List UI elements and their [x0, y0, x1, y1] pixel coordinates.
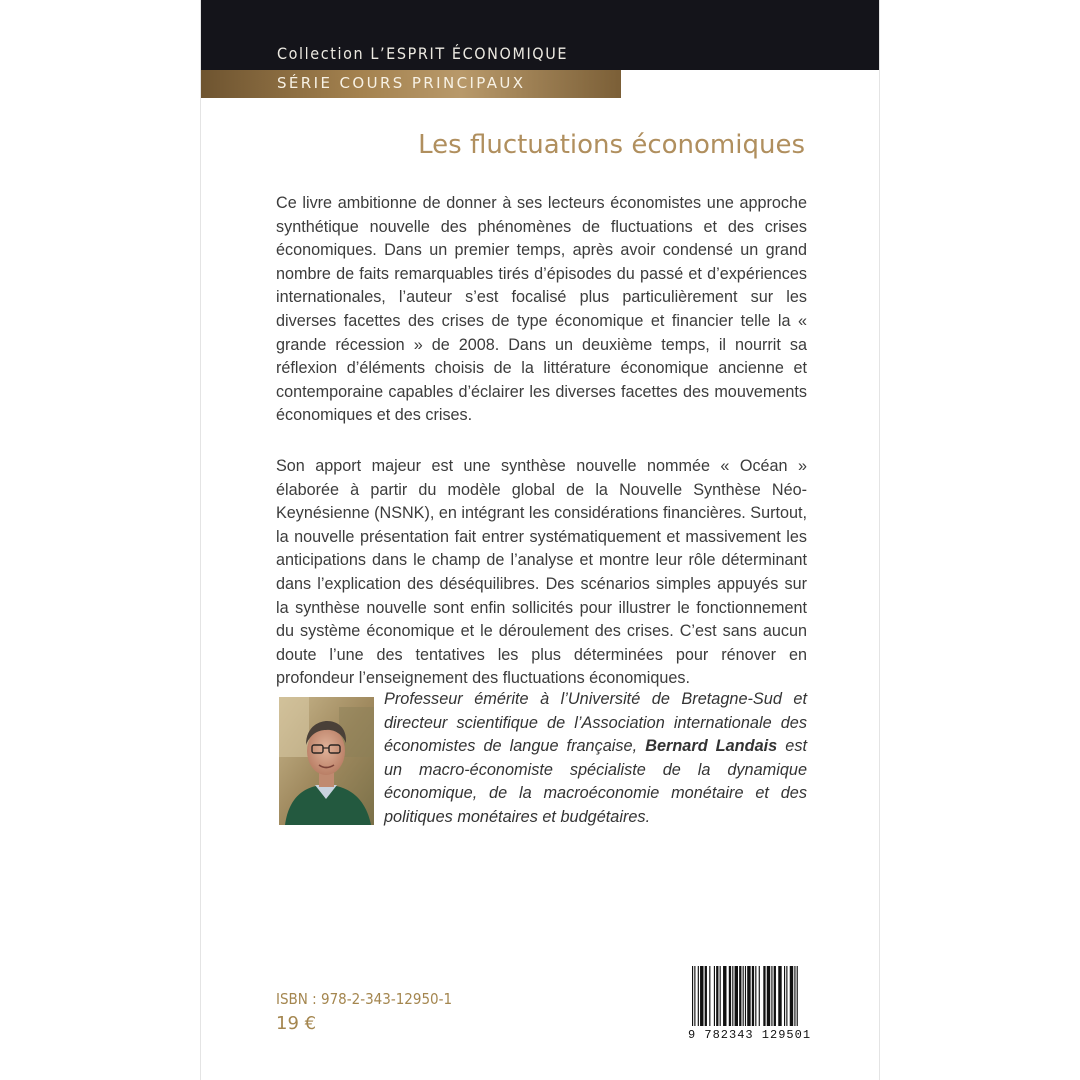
barcode-bar	[732, 966, 733, 1026]
barcode-bar	[729, 966, 731, 1026]
barcode-bar	[794, 966, 795, 1026]
barcode-bar	[767, 966, 770, 1026]
author-biography	[384, 688, 807, 830]
description-paragraph-2: Son apport majeur est une synthèse nouvelle nommée « Océan » élaborée à partir du modèle global de la Nouvelle Synthèse Néo-Keynésienne (NSNK), en intégrant les considérations financières. Surtout, la nouvelle présentation fait entrer systématiquement et massivement les anticipations dans le champ de l’analyse et montre leur rôle déterminant dans l’explication des déséquilibres. Des scénarios simples appuyés sur la synthèse nouvelle sont enfin sollicités pour illustrer le fonctionnement du système économique et le déroulement des crises. C’est sans aucun doute l’une des tentatives les plus déterminées pour rénover en profondeur l’enseignement des fluctuations économiques.	[276, 457, 807, 688]
barcode-digits: 9 782343 129501	[688, 1028, 812, 1042]
barcode-bar	[774, 966, 776, 1026]
collection-name: Collection L’ESPRIT ÉCONOMIQUE	[277, 44, 569, 63]
barcode-bar	[771, 966, 772, 1026]
barcode-bar	[739, 966, 741, 1026]
barcode-bar	[705, 966, 707, 1026]
barcode-bar	[752, 966, 754, 1026]
barcode-bar	[735, 966, 738, 1026]
barcode-bar	[755, 966, 756, 1026]
barcode-bar	[759, 966, 760, 1026]
author-bio-details: est un macro-économiste spécialiste de la dynamique économique, de la macroéconomie monétaire et des politiques monétaires et budgétaires.	[384, 737, 808, 826]
book-title: Les fluctuations économiques	[418, 130, 805, 160]
description-paragraph-1: Ce livre ambitionne de donner à ses lecteurs économistes une approche synthétique nouvelle des phénomènes de fluctuations et des crises économiques. Dans un premier temps, après avoir condensé un grand nombre de faits remarquables tirés d’épisodes du passé et d’expériences internationales, l’auteur s’est focalisé plus particulièrement sur les diverses facettes des crises de type économique et financier telle la « grande récession » de 2008. Dans un deuxième temps, il nourrit sa réflexion d’éléments choisis de la littérature économique ancienne et contemporaine capables d’éclairer les diverses facettes des mouvements économiques et des crises.	[276, 194, 807, 425]
isbn-label: ISBN : 978-2-343-12950-1	[276, 990, 453, 1008]
barcode-bar	[714, 966, 715, 1026]
barcode-bar	[694, 966, 695, 1026]
barcode-bar	[745, 966, 746, 1026]
barcode-bar	[700, 966, 703, 1026]
barcode-bar	[763, 966, 765, 1026]
barcode-bar	[720, 966, 721, 1026]
book-back-cover	[200, 0, 880, 1080]
author-bio-intro: Professeur émérite à l’Université de Bretagne-Sud et directeur scientifique de l’Association internationale des économistes de langue française,	[384, 690, 807, 756]
ean-barcode	[688, 962, 812, 1042]
barcode-bar	[790, 966, 793, 1026]
barcode-bar	[709, 966, 710, 1026]
barcode-bar	[778, 966, 781, 1026]
barcode-bar	[723, 966, 726, 1026]
barcode-bar	[797, 966, 798, 1026]
barcode-bar	[747, 966, 750, 1026]
barcode-bars	[688, 962, 809, 1028]
barcode-bar	[786, 966, 787, 1026]
price-label: 19 €	[276, 1013, 317, 1034]
author-name: Bernard Landais	[645, 737, 778, 756]
barcode-bar	[784, 966, 785, 1026]
author-portrait-image	[279, 697, 374, 825]
barcode-bar	[743, 966, 744, 1026]
barcode-bar	[716, 966, 718, 1026]
author-photo	[279, 697, 374, 825]
barcode-bar	[692, 966, 693, 1026]
series-name: SÉRIE COURS PRINCIPAUX	[277, 74, 526, 92]
barcode-bar	[698, 966, 699, 1026]
